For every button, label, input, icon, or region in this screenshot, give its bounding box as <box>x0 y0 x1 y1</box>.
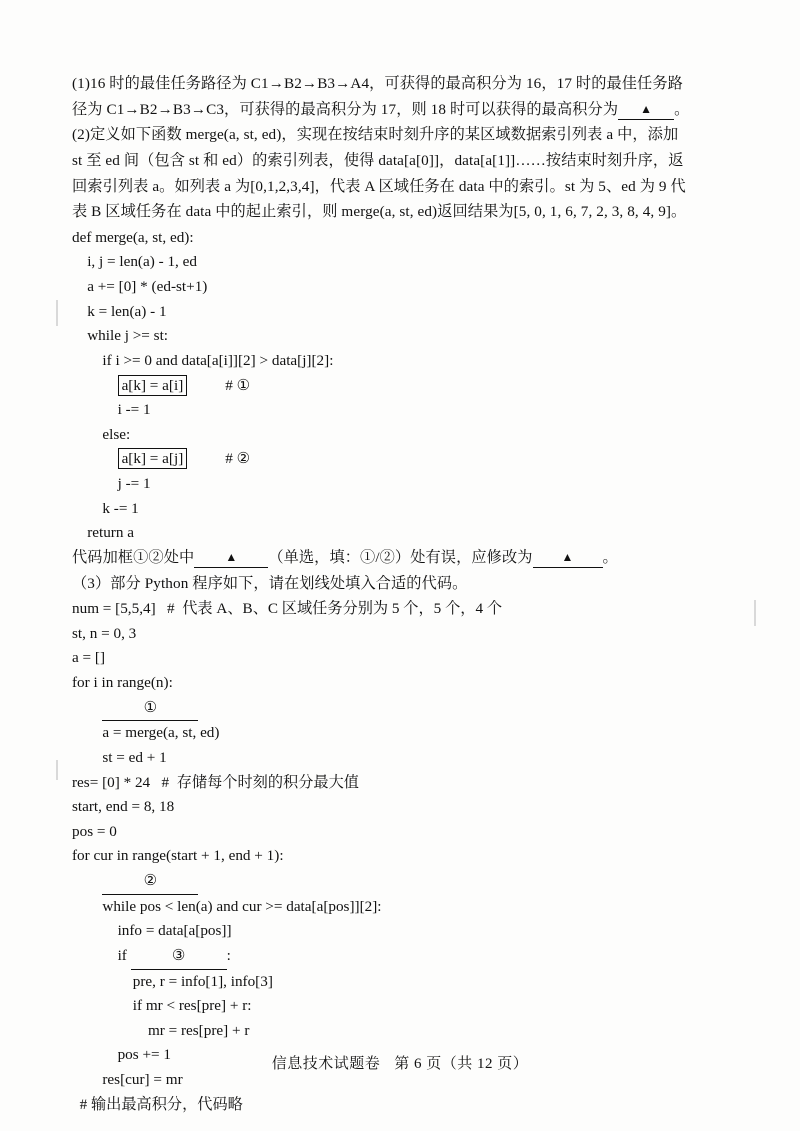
program-code-text: for cur in range(start + 1, end + 1): <box>72 847 284 865</box>
page-content <box>72 72 732 1117</box>
merge-code-text: a += [0] * (ed-st+1) <box>72 278 208 295</box>
program-code-line <box>72 844 732 869</box>
question-2-line-4: 表 B 区域任务在 data 中的起止索引，则 merge(a, st, ed)返回结果为[5, 0, 1, 6, 7, 2, 3, 8, 4, 9]。 <box>72 203 687 221</box>
question-2-followup-c: 。 <box>602 548 618 566</box>
program-code-text: # 输出最高积分，代码略 <box>72 1095 243 1113</box>
program-code-text: for i in range(n): <box>72 674 173 691</box>
program-code-line <box>72 721 732 746</box>
program-code-text: if mr < res[pre] + r: <box>72 997 252 1015</box>
program-code-comment: # 代表 A、B、C 区域任务分别为 5 个，5 个，4 个 <box>155 600 503 618</box>
program-code-text: res[cur] = mr <box>72 1071 183 1088</box>
question-2-line-3: 回索引列表 a。如列表 a 为[0,1,2,3,4]，代表 A 区域任务在 data 中的索引。st 为 5、ed 为 9 代 <box>72 177 686 195</box>
program-code-text: mr = res[pre] + r <box>72 1021 250 1039</box>
question-1-line-2-text: 径为 C1→B2→B3→C3，可获得的最高积分为 17，则 18 时可以获得的最高积分为 <box>72 100 619 118</box>
question-2-followup-b: （单选，填：①/②）处有误，应修改为 <box>268 548 533 566</box>
merge-code-line <box>72 423 732 448</box>
footer-title: 信息技术试题卷 <box>271 1056 381 1072</box>
merge-code-line <box>72 374 732 399</box>
program-code-line <box>72 919 732 944</box>
program-code-line <box>72 696 732 722</box>
merge-code-text <box>72 450 118 467</box>
merge-code-text: if i >= 0 and data[a[i]][2] > data[j][2]: <box>72 351 334 369</box>
question-3-line-1: （3）部分 Python 程序如下，请在划线处填入合适的代码。 <box>72 574 468 592</box>
merge-code-line <box>72 250 732 275</box>
program-code-line <box>72 944 732 970</box>
merge-code-line <box>72 324 732 349</box>
question-2-followup-a: 代码加框①②处中 <box>72 548 195 566</box>
merge-code-line <box>72 349 732 374</box>
program-code-text: pos = 0 <box>72 822 117 840</box>
page-edge-mark <box>56 760 58 780</box>
program-code-text: st, n = 0, 3 <box>72 624 137 642</box>
merge-code-comment: # ① <box>187 376 251 394</box>
merge-code-line <box>72 521 732 546</box>
question-2-followup <box>72 546 732 571</box>
question-2-line-2: st 至 ed 间（包含 st 和 ed）的索引列表，使得 data[a[0]]，data[a[1]]……按结束时刻升序，返 <box>72 151 684 169</box>
program-code-tail: : <box>226 946 231 964</box>
merge-code-text: while j >= st: <box>72 327 169 345</box>
program-code-line <box>72 646 732 671</box>
program-code-answer-blank[interactable]: ① <box>102 696 198 722</box>
program-code-line <box>72 1019 732 1044</box>
question-1-line-2 <box>72 98 732 123</box>
merge-code-text: j -= 1 <box>72 475 151 492</box>
merge-code-line <box>72 497 732 522</box>
program-code-line <box>72 795 732 820</box>
answer-blank-2[interactable]: ▲ <box>194 548 268 568</box>
program-code-line <box>72 771 732 796</box>
program-code-line <box>72 597 732 622</box>
merge-code-line <box>72 472 732 497</box>
program-code-text: start, end = 8, 18 <box>72 798 175 816</box>
program-code-text: res= [0] * 24 <box>72 773 151 791</box>
merge-code-text: i -= 1 <box>72 401 151 419</box>
question-1-line-2-tail: 。 <box>674 100 690 118</box>
merge-code-text: return a <box>72 524 134 542</box>
program-code-text <box>72 699 102 716</box>
merge-code-text: k -= 1 <box>72 499 139 517</box>
merge-code-text: def merge(a, st, ed): <box>72 228 194 246</box>
program-code-answer-blank[interactable]: ③ <box>131 944 227 970</box>
program-code-text <box>72 872 102 889</box>
program-code-text: if <box>72 946 131 964</box>
program-code-line <box>72 994 732 1019</box>
program-code-text: num = [5,5,4] <box>72 600 156 618</box>
merge-code-line <box>72 447 732 472</box>
merge-code-line <box>72 275 732 300</box>
merge-code-text: i, j = len(a) - 1, ed <box>72 253 197 271</box>
merge-code-line <box>72 300 732 325</box>
program-code-line <box>72 820 732 845</box>
answer-blank-3[interactable]: ▲ <box>533 548 603 568</box>
program-code-line <box>72 671 732 696</box>
program-code-answer-blank[interactable]: ② <box>102 869 198 895</box>
merge-code-comment: # ② <box>187 450 251 468</box>
program-code-line <box>72 622 732 647</box>
merge-code-text: else: <box>72 425 131 443</box>
program-code-text: info = data[a[pos]] <box>72 922 232 940</box>
question-2-line-1: (2)定义如下函数 merge(a, st, ed)，实现在按结束时刻升序的某区域数据索引列表 a 中，添加 <box>72 126 679 144</box>
merge-code-boxed-statement: a[k] = a[i] <box>118 375 188 396</box>
answer-blank-1[interactable]: ▲ <box>618 100 674 120</box>
program-code-text: while pos < len(a) and cur >= data[a[pos]][2]: <box>72 897 382 915</box>
program-code-text: pre, r = info[1], info[3] <box>72 972 273 990</box>
program-code-line <box>72 746 732 771</box>
program-code-text: st = ed + 1 <box>72 748 167 766</box>
merge-function-code-block <box>72 226 732 546</box>
program-code-text: a = [] <box>72 649 106 667</box>
program-code-line <box>72 895 732 920</box>
program-code-text: pos += 1 <box>72 1046 171 1064</box>
program-code-line <box>72 970 732 995</box>
page-footer <box>0 1052 800 1073</box>
program-code-line <box>72 869 732 895</box>
program-code-text: a = merge(a, st, ed) <box>72 724 220 742</box>
merge-code-boxed-statement: a[k] = a[j] <box>118 448 188 469</box>
footer-page-number: 第 6 页（共 12 页） <box>394 1056 529 1072</box>
page-edge-mark <box>754 600 756 626</box>
python-program-code-block <box>72 597 732 1117</box>
question-1-line-1: (1)16 时的最佳任务路径为 C1→B2→B3→A4，可获得的最高积分为 16，17 时的最佳任务路 <box>72 75 683 92</box>
page-edge-mark <box>56 300 58 326</box>
merge-code-line <box>72 398 732 423</box>
merge-code-text: k = len(a) - 1 <box>72 302 167 320</box>
program-code-line <box>72 1093 732 1118</box>
merge-code-text <box>72 377 118 394</box>
merge-code-line <box>72 226 732 251</box>
program-code-comment: # 存储每个时刻的积分最大值 <box>150 773 359 791</box>
